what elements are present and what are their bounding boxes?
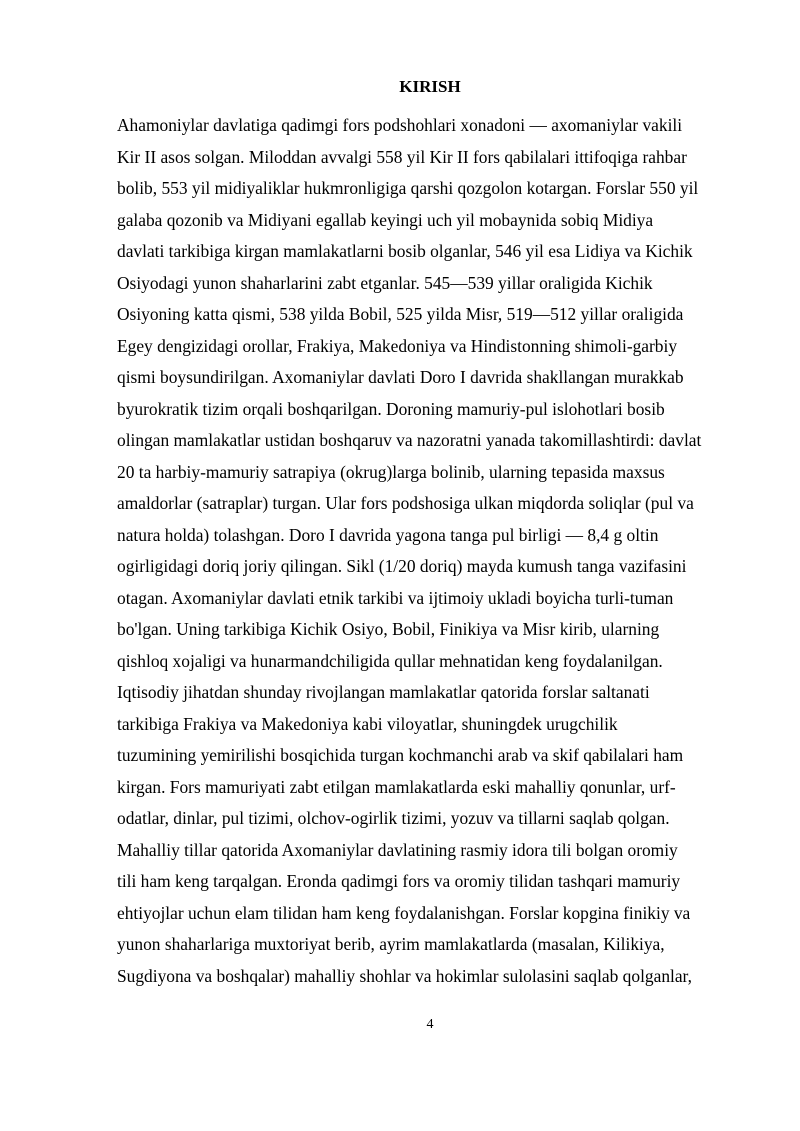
text-line: byurokratik tizim orqali boshqarilgan. Doroning mamuriy-pul islohotlari bosib [117,398,665,419]
text-line: bolib, 553 yil midiyaliklar hukmronligiga qarshi qozgolon kotargan. Forslar 550 yil [117,178,699,198]
text-line: tarkibiga Frakiya va Makedoniya kabi viloyatlar, shuningdek urugchilik [117,713,618,734]
text-line: davlati tarkibiga kirgan mamlakatlarni bosib olganlar, 546 yil esa Lidiya va Kichik [117,241,693,261]
text-line: qismi boysundirilgan. Axomaniylar davlati Doro I davrida shakllangan murakkab [117,367,684,387]
text-line: Osiyoning katta qismi, 538 yilda Bobil, 525 yilda Misr, 519—512 yillar oraligida [117,304,684,324]
text-line: amaldorlar (satraplar) turgan. Ular fors podshosiga ulkan miqdorda soliqlar (pul va [117,493,694,513]
text-line: tuzumining yemirilishi bosqichida turgan kochmanchi arab va skif qabilalari ham [117,745,684,765]
text-line: odatlar, dinlar, pul tizimi, olchov-ogirlik tizimi, yozuv va tillarni saqlab qolgan. [117,808,670,828]
text-line: Ahamoniylar davlatiga qadimgi fors podshohlari xonadoni — axomaniylar vakili [117,115,683,135]
text-line: otagan. Axomaniylar davlati etnik tarkibi va ijtimoiy ukladi boyicha turli-tuman [117,587,674,608]
text-line: qishloq xojaligi va hunarmandchiligida qullar mehnatidan keng foydalanilgan. [117,650,663,671]
text-line: 20 ta harbiy-mamuriy satrapiya (okrug)larga bolinib, ularning tepasida maxsus [117,461,665,482]
text-line: bo'lgan. Uning tarkibiga Kichik Osiyo, Bobil, Finikiya va Misr kirib, ularning [117,619,660,639]
text-line: tili ham keng tarqalgan. Eronda qadimgi fors va oromiy tilidan tashqari mamuriy [117,871,681,891]
text-line: Osiyodagi yunon shaharlarini zabt etganlar. 545—539 yillar oraligida Kichik [117,272,653,293]
text-line: kirgan. Fors mamuriyati zabt etilgan mamlakatlarda eski mahalliy qonunlar, urf- [117,776,676,797]
text-line: olingan mamlakatlar ustidan boshqaruv va nazoratni yanada takomillashtirdi: davlat [117,430,702,450]
text-line: Egey dengizidagi orollar, Frakiya, Makedoniya va Hindistonning shimoli-garbiy [117,335,678,356]
page-number: 4 [426,1017,434,1032]
text-line: Iqtisodiy jihatdan shunday rivojlangan mamlakatlar qatorida forslar saltanati [117,682,650,702]
text-line: ehtiyojlar uchun elam tilidan ham keng foydalanishgan. Forslar kopgina finikiy va [117,902,691,923]
text-line: yunon shaharlariga muxtoriyat berib, ayrim mamlakatlarda (masalan, Kilikiya, [117,934,665,954]
text-line: Kir II asos solgan. Miloddan avvalgi 558 yil Kir II fors qabilalari ittifoqiga rahbar [117,146,687,167]
section-heading: KIRISH [399,77,461,96]
text-line: Sugdiyona va boshqalar) mahalliy shohlar va hokimlar sulolasini saqlab qolganlar, [117,965,693,986]
body-text [117,110,757,992]
text-line: Mahalliy tillar qatorida Axomaniylar davlatining rasmiy idora tili bolgan oromiy [117,839,678,860]
text-line: natura holda) tolashgan. Doro I davrida yagona tanga pul birligi — 8,4 g oltin [117,524,659,545]
text-line: galaba qozonib va Midiyani egallab keyingi uch yil mobaynida sobiq Midiya [117,209,654,230]
text-line: ogirligidagi doriq joriy qilingan. Sikl (1/20 doriq) mayda kumush tanga vazifasini [117,556,687,576]
